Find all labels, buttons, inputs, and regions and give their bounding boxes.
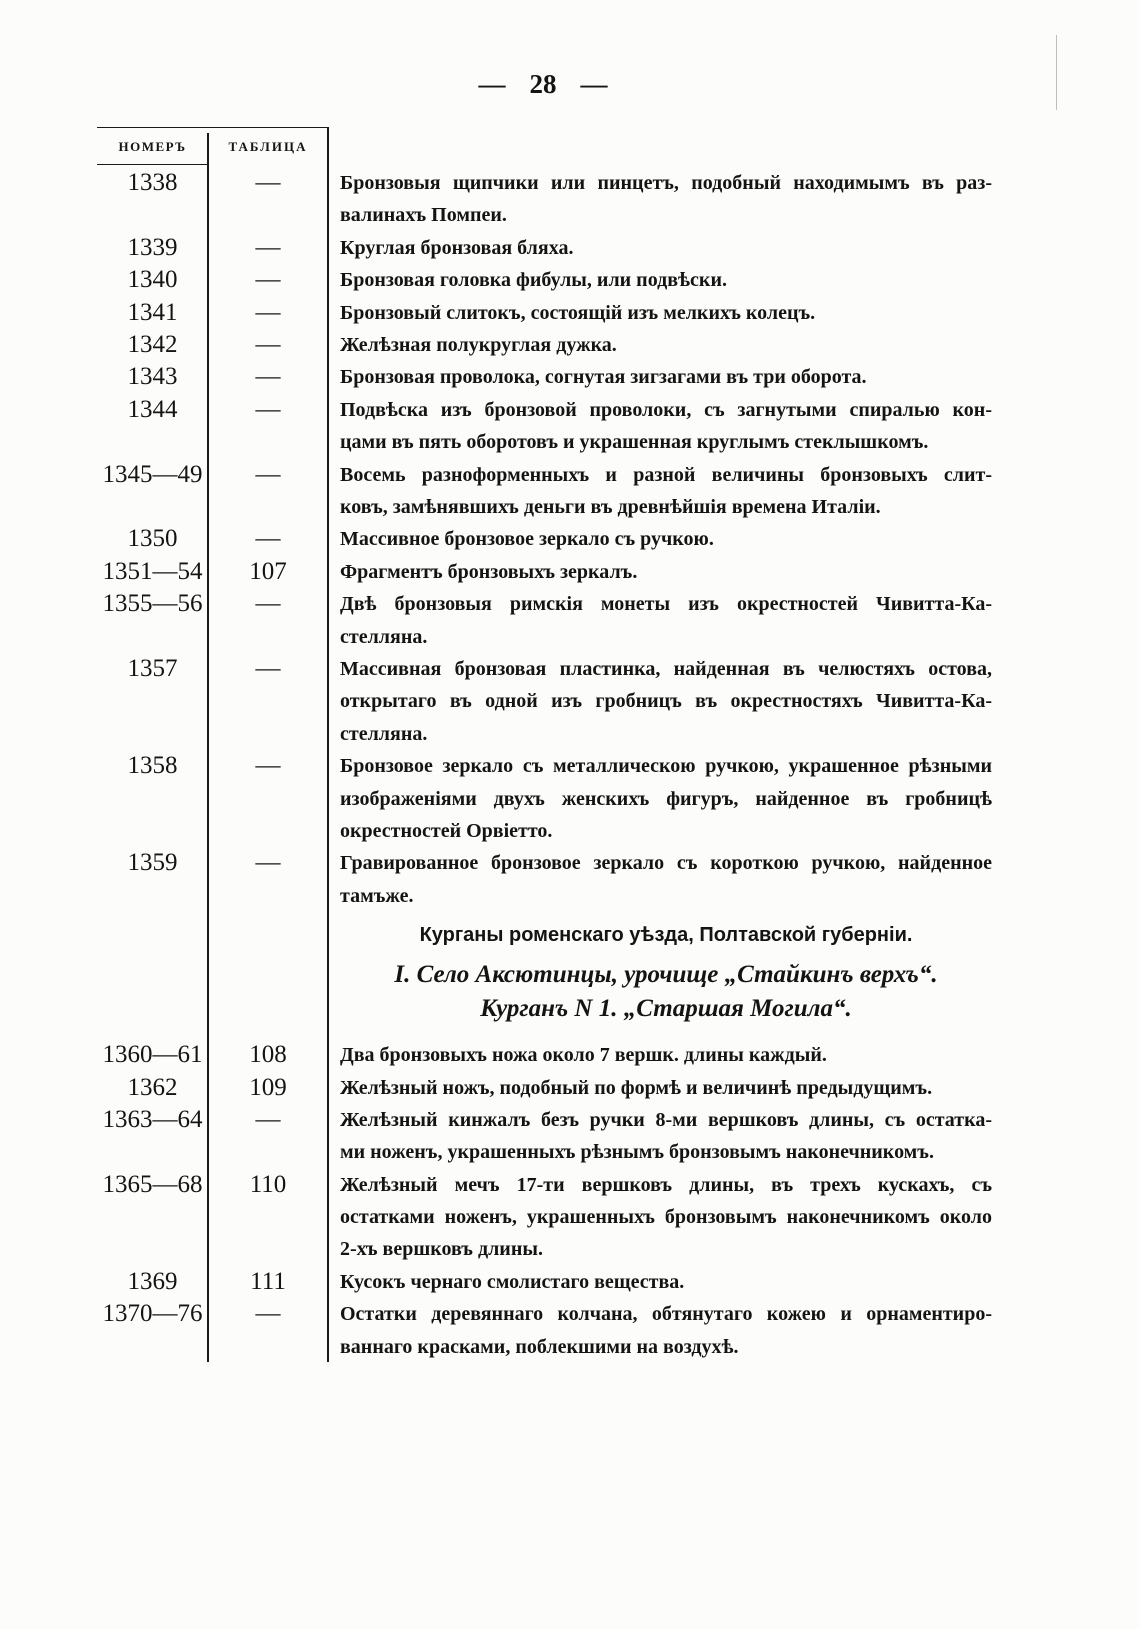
row-plate: — — [255, 266, 281, 294]
row-description-line: ваннаго красками, поблекшими на воздухѣ. — [340, 1335, 739, 1358]
row-number: 1358 — [127, 752, 178, 780]
catalog-row — [0, 297, 1140, 329]
row-number: 1340 — [127, 266, 178, 294]
catalog-row — [0, 394, 1140, 459]
catalog-row — [0, 1169, 1140, 1266]
page-number-dash-left: — — [478, 69, 506, 99]
catalog-row — [0, 523, 1140, 555]
row-description — [340, 1039, 992, 1071]
row-number: 1369 — [127, 1267, 178, 1295]
row-description — [340, 1104, 992, 1169]
catalog-row — [0, 847, 1140, 912]
row-description — [340, 329, 992, 361]
section-block — [340, 912, 992, 1039]
row-plate: — — [255, 395, 281, 423]
catalog-row — [0, 1039, 1140, 1071]
row-number: 1359 — [127, 849, 178, 877]
catalog-row — [0, 361, 1140, 393]
row-description — [340, 847, 992, 912]
table-header-number: НОМЕРЪ — [118, 139, 187, 154]
row-description-line: Фрагментъ бронзовыхъ зеркалъ. — [340, 560, 638, 583]
catalog-row — [0, 1266, 1140, 1298]
catalog-row — [0, 1104, 1140, 1169]
row-description-line: Подвѣска изъ бронзовой проволоки, съ загнутыми спиралью кон- — [340, 398, 992, 421]
row-number: 1343 — [127, 363, 178, 391]
row-description-line: Бронзовая головка фибулы, или подвѣски. — [340, 269, 727, 292]
catalog-row — [0, 232, 1140, 264]
row-description-line: изображеніями двухъ женскихъ фигуръ, найденное въ гробницѣ — [340, 787, 992, 810]
row-description-line: тамъже. — [340, 884, 414, 907]
page-number — [443, 62, 643, 106]
row-description — [340, 1298, 992, 1363]
row-description-line: Круглая бронзовая бляха. — [340, 236, 574, 259]
row-description-line: остатками ноженъ, украшенныхъ бронзовымъ наконечникомъ около — [340, 1206, 992, 1229]
row-number: 1360—61 — [102, 1041, 203, 1069]
row-number: 1341 — [127, 298, 178, 326]
row-number: 1351—54 — [102, 557, 203, 585]
row-description — [340, 232, 992, 264]
row-plate: — — [255, 298, 281, 326]
row-plate: 111 — [250, 1267, 286, 1295]
row-description-line: Кусокъ чернаго смолистаго вещества. — [340, 1270, 685, 1293]
table-header-rule — [97, 164, 208, 165]
row-description — [340, 1169, 992, 1266]
page-number-value: 28 — [529, 69, 557, 99]
row-plate: — — [255, 849, 281, 877]
row-description — [340, 394, 992, 459]
row-number: 1345—49 — [102, 460, 203, 488]
row-description-line: Бронзовая проволока, согнутая зигзагами въ три оборота. — [340, 366, 867, 389]
row-description — [340, 459, 992, 524]
catalog-row — [0, 264, 1140, 296]
catalog-rows-after — [0, 1039, 1140, 1363]
row-description-line: ми ноженъ, украшенныхъ рѣзнымъ бронзовымъ наконечникомъ. — [340, 1141, 934, 1164]
catalog-row — [0, 588, 1140, 653]
row-plate: 108 — [249, 1041, 287, 1069]
catalog-rows-before — [0, 167, 1140, 912]
catalog-row — [0, 1298, 1140, 1363]
row-description — [340, 264, 992, 296]
row-number: 1355—56 — [102, 590, 203, 618]
row-number: 1370—76 — [102, 1300, 203, 1328]
row-description-line: 2-хъ вершковъ длины. — [340, 1238, 543, 1261]
row-number: 1339 — [127, 233, 178, 261]
row-plate: 107 — [249, 557, 287, 585]
catalog-row — [0, 556, 1140, 588]
row-number: 1350 — [127, 525, 178, 553]
row-number: 1338 — [127, 169, 178, 196]
row-description — [340, 556, 992, 588]
row-plate: — — [255, 525, 281, 553]
row-description-line: Массивное бронзовое зеркало съ ручкою. — [340, 528, 714, 551]
row-description-line: валинахъ Помпеи. — [340, 204, 507, 227]
row-description-line: Желѣзный кинжалъ безъ ручки 8-ми вершковъ длины, съ остатка- — [340, 1108, 992, 1131]
row-description-line: Бронзовое зеркало съ металлическою ручкою, украшенное рѣзными — [340, 755, 992, 778]
row-number: 1362 — [127, 1073, 178, 1101]
row-plate: — — [255, 233, 281, 261]
row-description — [340, 1266, 992, 1298]
row-number: 1344 — [127, 395, 178, 423]
row-plate: — — [255, 1300, 281, 1328]
scan-edge-line — [1056, 35, 1057, 110]
row-plate: — — [255, 654, 281, 682]
row-description-line: Желѣзная полукруглая дужка. — [340, 334, 617, 356]
row-description-line: Два бронзовыхъ ножа около 7 вершк. длины каждый. — [340, 1044, 827, 1067]
row-description — [340, 750, 992, 847]
row-plate: — — [255, 363, 281, 391]
row-description-line: Бронзовыя щипчики или пинцетъ, подобный находимымъ въ раз- — [340, 172, 992, 194]
row-description — [340, 588, 992, 653]
section-subheading-village: I. Село Аксютинцы, урочище „Стайкинъ верхъ“. — [394, 961, 938, 989]
table-header-plate: ТАБЛИЦА — [228, 139, 308, 154]
catalog-row — [0, 750, 1140, 847]
row-description-line: Желѣзный ножъ, подобный по формѣ и величинѣ предыдущимъ. — [340, 1076, 933, 1099]
row-description — [340, 361, 992, 393]
row-description-line: ковъ, замѣнявшихъ деньги въ древнѣйшія времена Италіи. — [340, 495, 881, 518]
row-description-line: открытаго въ одной изъ гробницъ въ окрестностяхъ Чивитта-Ка- — [340, 690, 992, 713]
catalog-row — [0, 653, 1140, 750]
row-plate: — — [255, 460, 281, 488]
row-plate: 110 — [249, 1170, 287, 1198]
row-description-line: цами въ пять оборотовъ и украшенная круглымъ стеклышкомъ. — [340, 431, 929, 454]
row-description — [340, 167, 992, 232]
row-number: 1357 — [127, 654, 178, 682]
row-number: 1342 — [127, 331, 178, 358]
catalog-row — [0, 167, 1140, 232]
section-subheading-kurgan: Курганъ N 1. „Старшая Могила“. — [480, 995, 852, 1023]
row-description-line: Желѣзный мечъ 17-ти вершковъ длины, въ трехъ кускахъ, съ — [340, 1173, 992, 1196]
row-description-line: Остатки деревяннаго колчана, обтянутаго кожею и орнаментиро- — [340, 1303, 992, 1326]
catalog-table — [0, 167, 1140, 1363]
row-description — [340, 1072, 992, 1104]
row-description-line: Массивная бронзовая пластинка, найденная въ челюстяхъ остова, — [340, 657, 992, 680]
row-description-line: окрестностей Орвіетто. — [340, 819, 553, 842]
row-description — [340, 653, 992, 750]
row-plate: — — [255, 331, 281, 358]
row-description-line: Двѣ бронзовыя римскія монеты изъ окрестностей Чивитта-Ка- — [340, 593, 992, 616]
row-description-line: Гравированное бронзовое зеркало съ короткою ручкою, найденное — [340, 852, 992, 875]
catalog-row — [0, 459, 1140, 524]
row-description-line: Восемь разноформенныхъ и разной величины бронзовыхъ слит- — [340, 463, 992, 486]
row-plate: — — [255, 1105, 281, 1133]
catalog-row — [0, 329, 1140, 361]
section-heading: Курганы роменскаго уѣзда, Полтавской губерніи. — [419, 924, 913, 947]
row-plate: — — [255, 590, 281, 618]
row-description-line: стелляна. — [340, 625, 428, 648]
row-plate: — — [255, 169, 281, 196]
row-plate: 109 — [249, 1073, 287, 1101]
table-top-rule — [97, 127, 328, 128]
page-number-dash-right: — — [580, 69, 608, 99]
row-description-line: Бронзовый слитокъ, состоящій изъ мелкихъ колецъ. — [340, 301, 816, 324]
row-description-line: стелляна. — [340, 722, 428, 745]
row-description — [340, 523, 992, 555]
catalog-row — [0, 1072, 1140, 1104]
row-description — [340, 297, 992, 329]
row-plate: — — [255, 752, 281, 780]
row-number: 1365—68 — [102, 1170, 203, 1198]
row-number: 1363—64 — [102, 1105, 203, 1133]
